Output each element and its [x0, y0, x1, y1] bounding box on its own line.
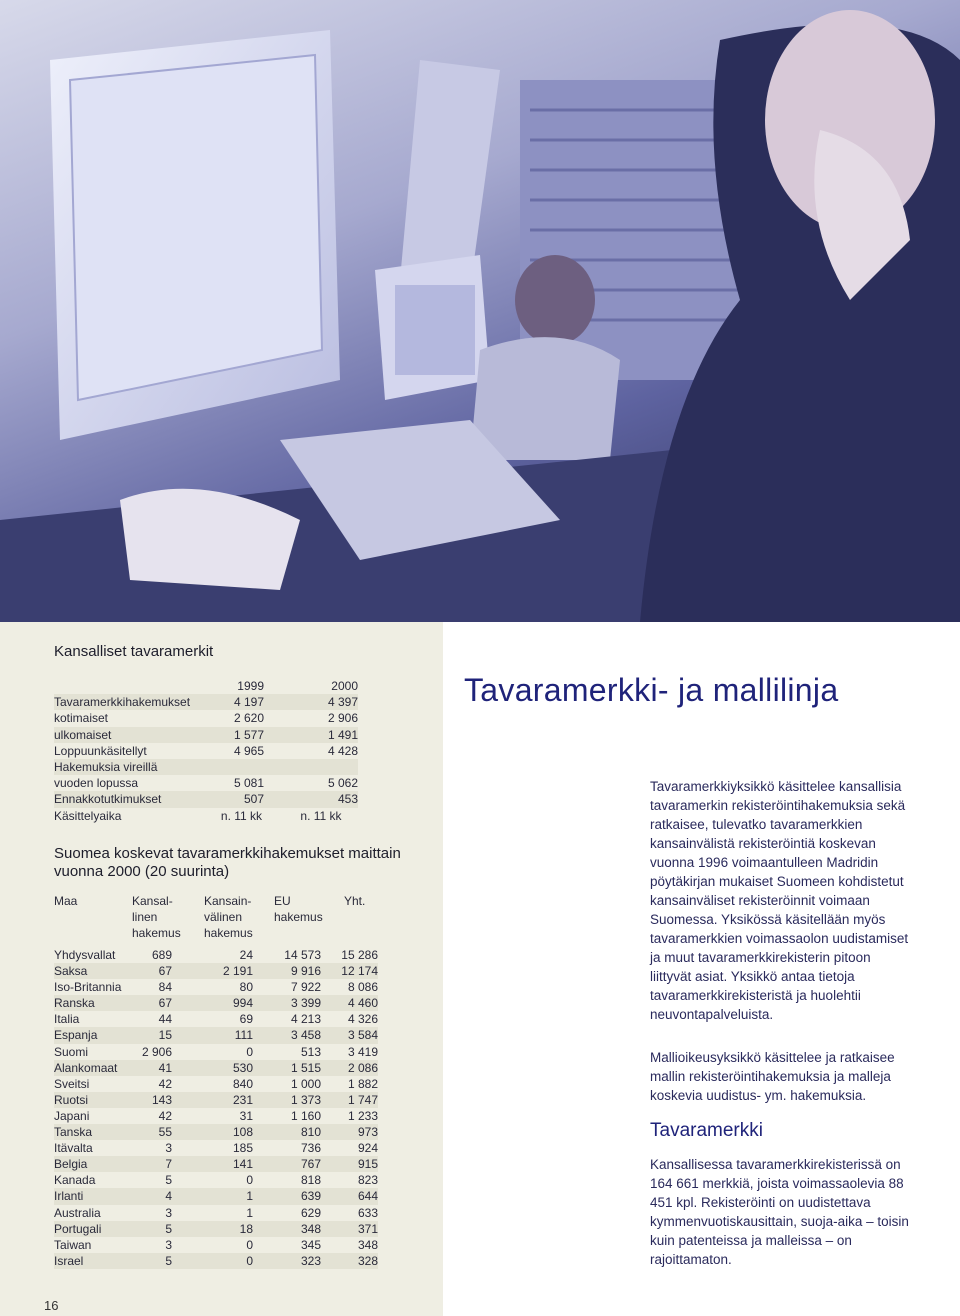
summary-table — [54, 678, 358, 824]
table-row: ulkomaiset 1 577 1 491 — [54, 727, 358, 742]
table-cell: 3 584 — [321, 1027, 378, 1043]
table-cell: 18 — [172, 1221, 253, 1237]
table-cell: 689 — [151, 948, 172, 962]
article-paragraph-2: Mallioikeusyksikkö käsittelee ja ratkaisee mallin rekisteröintihakemuksia ja malleja koskevia uudistus- ym. hakemuksia. — [650, 1050, 895, 1103]
table-cell: 31 — [239, 1108, 253, 1123]
table-cell: 42 — [158, 1108, 172, 1123]
table-cell: 69 — [239, 1012, 253, 1027]
table-cell: 767 — [253, 1156, 321, 1172]
table-cell: 67 — [128, 963, 172, 979]
table-row — [54, 1253, 378, 1269]
table-row: Loppuunkäsitellyt 4 965 4 428 — [54, 743, 358, 758]
table-cell: 41 — [128, 1060, 172, 1076]
table-row — [54, 1027, 378, 1043]
table-cell: 994 — [172, 995, 253, 1011]
table-cell: 42 — [158, 1076, 172, 1091]
table-cell: Ruotsi — [54, 1092, 128, 1108]
table-cell: Suomi — [54, 1044, 89, 1059]
table-row — [54, 1044, 378, 1060]
table-cell: 0 — [246, 1044, 253, 1059]
table-row: Käsittelyaika n. 11 kk n. 11 kk — [54, 808, 342, 823]
year-header: 1999 — [237, 679, 264, 693]
table-cell: 3 — [165, 1205, 172, 1220]
table-cell: 4 — [128, 1188, 172, 1204]
table-row — [54, 1092, 378, 1108]
table-row — [54, 1140, 378, 1156]
table-row — [54, 1188, 378, 1204]
table-cell: 80 — [239, 980, 253, 995]
table-cell: 1 747 — [321, 1092, 378, 1108]
table-row — [54, 963, 378, 979]
table-row: Ennakkotutkimukset 507 453 — [54, 792, 358, 807]
table-row: kotimaiset 2 620 2 906 — [54, 711, 358, 726]
table-cell: Espanja — [54, 1027, 128, 1043]
table-cell: 810 — [253, 1124, 321, 1140]
table-cell: 973 — [321, 1124, 378, 1140]
office-photo-illustration — [0, 0, 960, 622]
table-cell: 1 882 — [347, 1076, 378, 1091]
table-cell: 3 — [165, 1141, 172, 1156]
table-cell: 924 — [357, 1141, 378, 1156]
table-cell: Japani — [54, 1108, 90, 1123]
office-photo — [0, 0, 960, 622]
table-cell: 2 191 — [172, 963, 253, 979]
table-cell: 7 — [128, 1156, 172, 1172]
table-cell: Kanada — [54, 1173, 96, 1188]
table-cell: Alankomaat — [54, 1060, 128, 1076]
table-cell: 5 — [165, 1173, 172, 1188]
table-cell: 348 — [253, 1221, 321, 1237]
table-cell: 633 — [357, 1205, 378, 1220]
table-row — [54, 1221, 378, 1237]
table-cell: 2 086 — [321, 1060, 378, 1076]
table-cell: 823 — [357, 1173, 378, 1188]
table-cell: 1 000 — [290, 1076, 321, 1091]
table-cell: 14 573 — [284, 948, 321, 962]
table-cell: 4 213 — [290, 1012, 321, 1027]
table-row — [54, 995, 378, 1011]
table-cell: 3 — [165, 1237, 172, 1252]
table-cell: 3 419 — [347, 1044, 378, 1059]
table-row — [54, 1108, 378, 1124]
table-row — [54, 1011, 378, 1027]
table-cell: 629 — [300, 1205, 321, 1220]
table-cell: 0 — [172, 1253, 253, 1269]
table-row — [54, 1076, 378, 1092]
table-cell: 84 — [158, 980, 172, 995]
header-maa: Maa — [54, 894, 78, 908]
table-cell: 1 — [172, 1188, 253, 1204]
table-cell: 530 — [172, 1060, 253, 1076]
table-cell: 639 — [253, 1188, 321, 1204]
table-row: vuoden lopussa 5 081 5 062 — [54, 776, 358, 791]
table-cell: Ranska — [54, 995, 128, 1011]
table-cell: 1 233 — [347, 1108, 378, 1123]
table-cell: 8 086 — [347, 980, 378, 995]
table-row — [54, 1156, 378, 1172]
table-cell: Israel — [54, 1253, 128, 1269]
table-cell: 1 515 — [253, 1060, 321, 1076]
table-cell: 44 — [158, 1012, 172, 1027]
table-cell: 4 460 — [321, 995, 378, 1011]
table-cell: 108 — [172, 1124, 253, 1140]
table-cell: Saksa — [54, 963, 128, 979]
table-cell: 345 — [300, 1237, 321, 1252]
countries-body — [54, 947, 378, 1269]
table-row: Tavaramerkkihakemukset 4 197 4 397 — [54, 695, 358, 710]
table-row — [54, 1060, 378, 1076]
page-number: 16 — [44, 1298, 59, 1313]
table-cell: 67 — [128, 995, 172, 1011]
table-cell: 7 922 — [290, 980, 321, 995]
table-cell: 15 286 — [341, 948, 378, 962]
table-row — [54, 1124, 378, 1140]
table-cell: Belgia — [54, 1156, 128, 1172]
table-cell: 15 — [128, 1027, 172, 1043]
table-row: Hakemuksia vireillä — [54, 759, 358, 775]
table-cell: 1 — [246, 1205, 253, 1220]
article-paragraph-3: Kansallisessa tavaramerkkirekisterissä on 164 661 merkkiä, joista voimassaolevia 88 451 kpl. Rekisteröinti on uudistettava kymmenvuotiskausittain, suoja-aika – toisin kuin patenteissa ja malleissa – on rajoittamaton. — [650, 1157, 909, 1267]
article-title: Tavaramerkki- ja mallilinja — [464, 672, 839, 708]
table-cell: Tanska — [54, 1124, 128, 1140]
table-cell: 141 — [172, 1156, 253, 1172]
countries-table — [54, 947, 378, 1269]
table-cell: 644 — [321, 1188, 378, 1204]
table-cell: 4 326 — [347, 1012, 378, 1027]
table-cell: Portugali — [54, 1221, 128, 1237]
table-cell: 371 — [321, 1221, 378, 1237]
table-row — [54, 1237, 378, 1253]
table-cell: Iso-Britannia — [54, 980, 122, 995]
article-subtitle: Tavaramerkki — [650, 1120, 763, 1141]
table-cell: 185 — [232, 1141, 253, 1156]
table-cell: Itävalta — [54, 1141, 93, 1156]
table-cell: 3 458 — [253, 1027, 321, 1043]
table-row — [54, 947, 378, 963]
header-eu: EU hakemus — [274, 894, 323, 924]
table-row — [54, 979, 378, 995]
table-cell: 736 — [300, 1141, 321, 1156]
summary-header-row — [54, 678, 358, 694]
table-cell: 111 — [172, 1027, 253, 1043]
table-cell: Sveitsi — [54, 1076, 90, 1091]
table-cell: 3 399 — [253, 995, 321, 1011]
table-cell: 24 — [239, 948, 253, 962]
table-cell: 0 — [246, 1173, 253, 1188]
table-cell: 348 — [357, 1237, 378, 1252]
table-cell: 5 — [128, 1253, 172, 1269]
table-cell: 0 — [246, 1237, 253, 1252]
table-cell: Australia — [54, 1205, 101, 1220]
table-cell: 9 916 — [253, 963, 321, 979]
table-cell: 231 — [172, 1092, 253, 1108]
table-cell: 5 — [128, 1221, 172, 1237]
table-cell: 818 — [300, 1173, 321, 1188]
table-cell: 840 — [232, 1076, 253, 1091]
article-paragraph-1: Tavaramerkkiyksikkö käsittelee kansallisia tavaramerkin rekisteröintihakemuksia sekä ratkaisee, tulevatko tavaramerkkien kansainvälistä rekisteröintiä koskevan vuonna 1996 voimaantulleen Madridin pöytäkirjan mukaiset Suomeen kohdistetut kansainväliset rekisteröinnit voimaan Suomessa. Yksikössä käsitellään myös tavaramerkkien voimassaolon uudistamiset ja muut tavaramerkkirekisterin pitoon liittyvät asiat. Yksikkö antaa tietoja tavaramerkkirekisteristä ja huolehtii neuvontapalveluista. — [650, 779, 909, 1022]
table-cell: Irlanti — [54, 1188, 128, 1204]
countries-title: Suomea koskevat tavaramerkkihakemukset maittain vuonna 2000 (20 suurinta) — [54, 845, 401, 880]
table-cell: 2 906 — [141, 1044, 172, 1059]
table-cell: 1 160 — [290, 1108, 321, 1123]
table-cell: 1 373 — [253, 1092, 321, 1108]
table-cell: 143 — [128, 1092, 172, 1108]
header-kansallinen: Kansal- linen hakemus — [132, 894, 181, 940]
table-row — [54, 1205, 378, 1221]
table-cell: 513 — [300, 1044, 321, 1059]
summary-title: Kansalliset tavaramerkit — [54, 643, 214, 660]
year-header: 2000 — [331, 679, 358, 693]
header-kansainvalinen: Kansain- välinen hakemus — [204, 894, 253, 940]
table-cell: Taiwan — [54, 1237, 92, 1252]
table-cell: 323 — [253, 1253, 321, 1269]
table-row — [54, 1172, 378, 1188]
table-cell: Italia — [54, 1012, 80, 1027]
header-yht: Yht. — [344, 894, 366, 908]
table-cell: 328 — [321, 1253, 378, 1269]
table-cell: 915 — [321, 1156, 378, 1172]
table-cell: 55 — [128, 1124, 172, 1140]
table-cell: Yhdysvallat — [54, 948, 116, 962]
table-cell: 12 174 — [321, 963, 378, 979]
